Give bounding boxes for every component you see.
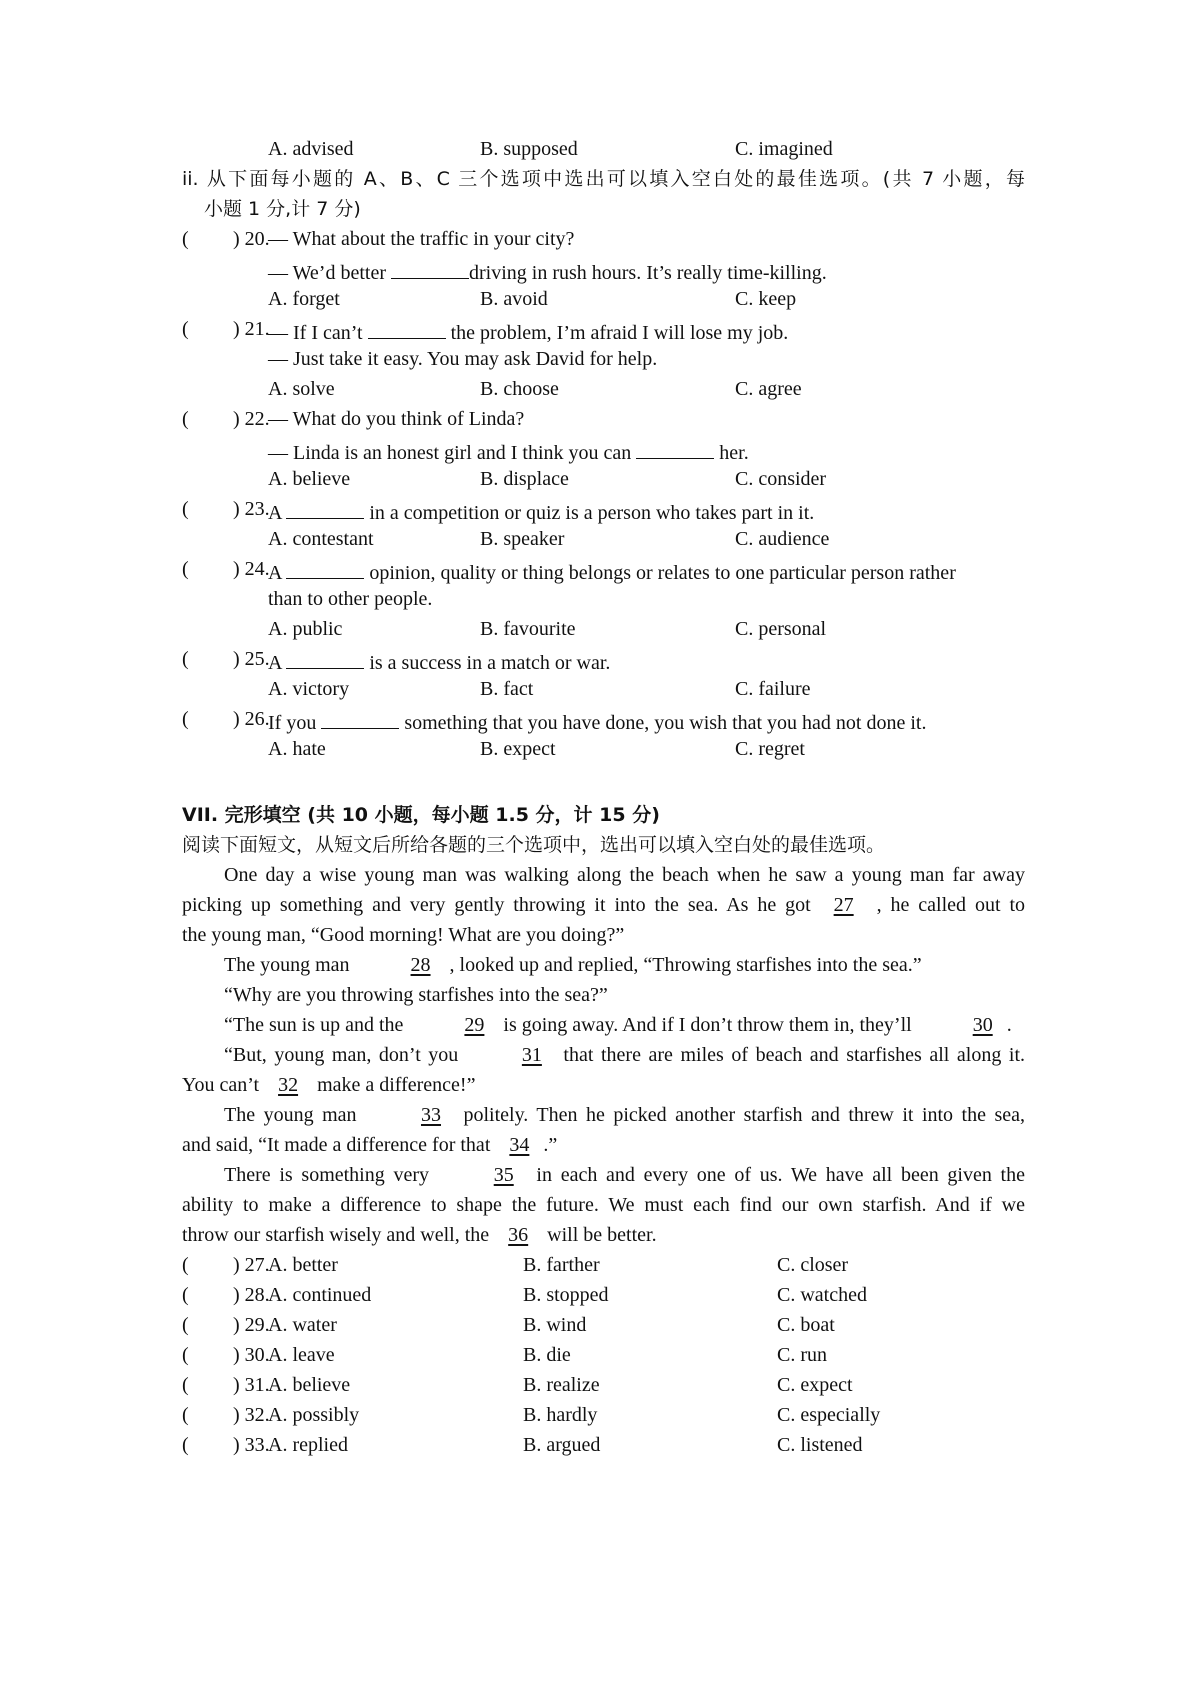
answer-bracket[interactable]: ( [182,1284,189,1306]
question-number: ) 21. [233,318,270,340]
question-number: ) 23. [233,498,270,520]
answer-bracket[interactable]: ( [182,1404,189,1426]
answer-blank [286,494,364,519]
answer-bracket[interactable]: ( [182,648,189,670]
question-number: ) 27. [233,1254,270,1276]
option-c: C. especially [777,1404,881,1426]
answer-blank [286,644,364,669]
question-number: ) 28. [233,1284,270,1306]
option-c: C. failure [735,678,811,700]
answer-bracket[interactable]: ( [182,228,189,250]
option-c: C. keep [735,288,797,310]
answer-bracket[interactable]: ( [182,1314,189,1336]
question-number: ) 29. [233,1314,270,1336]
answer-bracket[interactable]: ( [182,318,189,340]
option-c: C. audience [735,528,830,550]
question-number: ) 30. [233,1344,270,1366]
option-a: A. leave [268,1344,335,1366]
option-b: B. farther [523,1254,600,1276]
option-c: C. boat [777,1314,835,1336]
question-number: ) 22. [233,408,270,430]
answer-bracket[interactable]: ( [182,1254,189,1276]
answer-bracket[interactable]: ( [182,408,189,430]
q19-option-a: A. advised [268,138,354,160]
question-number: ) 24. [233,558,270,580]
answer-bracket[interactable]: ( [182,1434,189,1456]
question-text: — What about the traffic in your city? [268,228,575,250]
option-b: B. fact [480,678,534,700]
exam-page: A. advised B. supposed C. imagined ii. 从下面每小题的 A、B、C 三个选项中选出可以填入空白处的最佳选项。(共 7 小题，每 小题 1 分,计 7 分) ( ) 20. — What about the traffic in your city? — We’d better driving in rush hours. It’s really time-killing. A. forget B. avoid C. keep ( ) 21. — If I can’t the problem, I’m afraid I will lose my job. — Just take it easy. You may ask David for help. A. solve B. choose C. agree ( ) 22. — What do you think of Linda? — Linda is an honest girl and I think you can her. A. believe B. displace C. consider ( ) 23. A in a competition or quiz is a person who takes part in it. A. contestant B. speaker C. audience ( ) 24. A opinion, quality or thing belongs or relates to one particular person rather than to other people. A. public B. favourite C. personal ( ) 25. A is a success in a match or war. A. victory B. fact C. failure ( ) 26. If you something that you have done, you wish that you had not done it. A. hate B. expect C. regret VII. 完形填空 (共 10 小题，每小题 1.5 分，计 15 分) 阅读下面短文，从短文后所给各题的三个选项中，选出可以填入空白处的最佳选项。 One day a wise young man was walking along the beach when he saw a young man far away picking up something and very gently throwing it into the sea. As he got 27 , he called out to the young man, “Good morning! What are you doing?” The young man 28 , looked up and replied, “Throwing starfishes into the sea.” “Why are you throwing starfishes into the sea?” “The sun is up and the 29 is going away. And if I don’t throw them in, they’ll 30 . “But, young man, don’t you 31 that there are miles of beach and starfishes all along it. You can’t 32 make a difference!” The young man 33 politely. Then he picked another starfish and threw it into the sea, and said, “It made a difference for that 34 .” There is something very 35 in each and every one of us. We have all been given the ability to make a difference to shape the future. We must each find our own starfish. And if we throw our starfish wisely and well, the 36 will be better. ( ) 27. A. better B. farther C. closer ( ) 28. A. continued B. stopped C. watched ( ) 29. A. water B. wind C. boat ( ) 30. A. leave B. die C. run ( ) 31. A. believe B. realize C. expect ( ) 32. A. possibly B. hardly C. especially ( ) 33. A. replied B. argued C. listened [0,0,1200,1698]
option-a: A. possibly [268,1404,360,1426]
question-number: ) 26. [233,708,270,730]
option-c: C. watched [777,1284,867,1306]
blank-31: 31 [521,1044,542,1066]
question-number: ) 20. [233,228,270,250]
option-a: A. believe [268,468,351,490]
option-c: C. regret [735,738,805,760]
answer-bracket[interactable]: ( [182,1374,189,1396]
option-a: A. hate [268,738,326,760]
option-b: B. wind [523,1314,587,1336]
option-a: A. replied [268,1434,348,1456]
option-b: B. hardly [523,1404,598,1426]
option-c: C. agree [735,378,802,400]
answer-blank [368,314,446,339]
option-b: B. realize [523,1374,600,1396]
answer-blank [321,704,399,729]
option-a: A. water [268,1314,337,1336]
blank-28: 28 [410,954,431,976]
option-b: B. displace [480,468,569,490]
option-a: A. solve [268,378,335,400]
question-number: ) 33. [233,1434,270,1456]
answer-blank [391,254,469,279]
answer-blank [636,434,714,459]
q19-option-c: C. imagined [735,138,833,160]
q19-option-b: B. supposed [480,138,578,160]
option-c: C. listened [777,1434,863,1456]
option-b: B. avoid [480,288,548,310]
option-b: B. die [523,1344,571,1366]
answer-blank [286,554,364,579]
option-b: B. argued [523,1434,601,1456]
option-a: A. public [268,618,343,640]
option-b: B. favourite [480,618,576,640]
blank-36: 36 [508,1224,529,1246]
blank-27: 27 [833,894,854,916]
option-a: A. believe [268,1374,351,1396]
option-b: B. speaker [480,528,565,550]
blank-35: 35 [493,1164,514,1186]
question-number: ) 25. [233,648,270,670]
answer-bracket[interactable]: ( [182,498,189,520]
option-b: B. stopped [523,1284,609,1306]
question-number: ) 31. [233,1374,270,1396]
option-c: C. expect [777,1374,853,1396]
blank-32: 32 [278,1074,299,1096]
option-a: A. victory [268,678,350,700]
option-c: C. run [777,1344,827,1366]
blank-30: 30 [972,1014,993,1036]
option-a: A. contestant [268,528,374,550]
answer-bracket[interactable]: ( [182,708,189,730]
answer-bracket[interactable]: ( [182,558,189,580]
option-a: A. better [268,1254,338,1276]
option-b: B. expect [480,738,556,760]
blank-29: 29 [464,1014,485,1036]
option-c: C. closer [777,1254,849,1276]
option-c: C. personal [735,618,827,640]
option-b: B. choose [480,378,559,400]
blank-33: 33 [420,1104,441,1126]
option-c: C. consider [735,468,827,490]
blank-34: 34 [509,1134,530,1156]
option-a: A. forget [268,288,340,310]
answer-bracket[interactable]: ( [182,1344,189,1366]
option-a: A. continued [268,1284,372,1306]
question-number: ) 32. [233,1404,270,1426]
